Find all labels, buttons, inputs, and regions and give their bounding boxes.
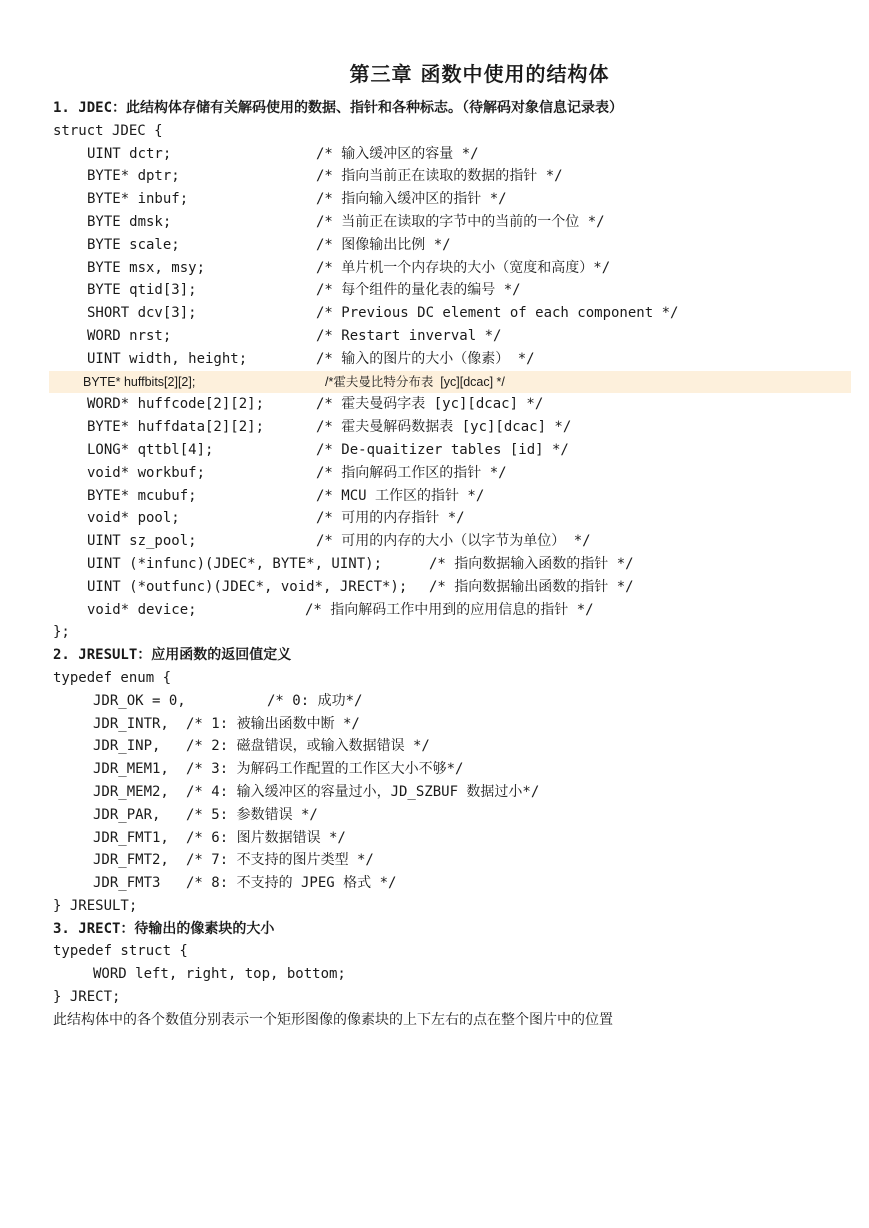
jdec-field-row <box>53 188 833 211</box>
field-declaration: void* pool; <box>87 510 180 527</box>
field-declaration: SHORT dcv[3]; <box>87 305 197 322</box>
enum-comment: /* 8: 不支持的 JPEG 格式 */ <box>186 875 397 892</box>
jdec-field-row <box>53 439 833 462</box>
jresult-item-row <box>53 735 833 758</box>
jdec-field-list <box>53 143 833 622</box>
jdec-field-row <box>53 393 833 416</box>
jdec-field-row <box>53 302 833 325</box>
field-comment: /*霍夫曼比特分布表 [yc][dcac] */ <box>325 374 505 389</box>
field-comment: /* 输入的图片的大小（像素） */ <box>316 350 535 367</box>
enum-constant: JDR_INTR, <box>93 715 169 732</box>
field-comment: /* 指向数据输入函数的指针 */ <box>429 555 634 572</box>
jdec-field-row <box>53 485 833 508</box>
enum-comment: /* 5: 参数错误 */ <box>186 806 318 823</box>
jresult-item-row <box>53 713 833 736</box>
field-comment: /* MCU 工作区的指针 */ <box>316 487 485 504</box>
field-declaration: BYTE* inbuf; <box>87 191 189 208</box>
jdec-field-row <box>53 530 833 553</box>
field-declaration: BYTE qtid[3]; <box>87 282 197 299</box>
jresult-item-row <box>53 758 833 781</box>
jresult-item-row <box>53 781 833 804</box>
struct-jdec-close: }; <box>53 624 70 641</box>
jdec-field-row <box>53 462 833 485</box>
enum-comment: /* 1: 被输出函数中断 */ <box>186 715 360 732</box>
enum-constant: JDR_MEM2, <box>93 783 169 800</box>
enum-comment: /* 6: 图片数据错误 */ <box>186 829 346 846</box>
field-comment: /* 可用的内存指针 */ <box>316 510 465 527</box>
field-comment: /* 图像输出比例 */ <box>316 236 451 253</box>
field-declaration: UINT (*infunc)(JDEC*, BYTE*, UINT); <box>87 555 383 572</box>
enum-constant: JDR_FMT2, <box>93 852 169 869</box>
field-declaration: BYTE scale; <box>87 236 180 253</box>
field-declaration: WORD nrst; <box>87 327 172 344</box>
field-declaration: BYTE msx, msy; <box>87 259 206 276</box>
field-declaration: LONG* qttbl[4]; <box>87 441 214 458</box>
field-declaration: void* workbuf; <box>87 464 206 481</box>
field-comment: /* 指向输入缓冲区的指针 */ <box>316 191 507 208</box>
field-declaration: UINT sz_pool; <box>87 533 197 550</box>
enum-comment: /* 2: 磁盘错误，或输入数据错误 */ <box>186 738 430 755</box>
enum-comment: /* 7: 不支持的图片类型 */ <box>186 852 374 869</box>
enum-comment: /* 4: 输入缓冲区的容量过小，JD_SZBUF 数据过小*/ <box>186 783 540 800</box>
field-declaration: BYTE* huffbits[2][2]; <box>83 374 196 389</box>
struct-jrect-close: } JRECT; <box>53 989 121 1006</box>
section-3-heading: 3. JRECT：待输出的像素块的大小 <box>53 920 275 937</box>
field-comment: /* 可用的内存的大小（以字节为单位） */ <box>316 533 591 550</box>
jresult-item-row <box>53 872 833 895</box>
enum-comment: /* 3: 为解码工作配置的工作区大小不够*/ <box>186 761 464 778</box>
jresult-item-list <box>53 690 833 895</box>
field-comment: /* 指向解码工作区的指针 */ <box>316 464 507 481</box>
chapter-title: 第三章 函数中使用的结构体 <box>349 62 610 86</box>
jdec-field-row <box>53 234 833 257</box>
field-comment: /* 当前正在读取的字节中的当前的一个位 */ <box>316 213 605 230</box>
jresult-item-row <box>53 690 833 713</box>
field-comment: /* 霍夫曼解码数据表 [yc][dcac] */ <box>316 419 572 436</box>
jdec-field-row <box>53 599 833 622</box>
enum-constant: JDR_INP, <box>93 738 161 755</box>
field-comment: /* Restart inverval */ <box>316 327 502 344</box>
enum-constant: JDR_FMT3 <box>93 875 161 892</box>
jdec-field-row <box>53 576 833 599</box>
section-1-heading: 1. JDEC：此结构体存储有关解码使用的数据、指针和各种标志。（待解码对象信息记录表） <box>53 100 623 116</box>
document-body <box>53 97 833 1032</box>
enum-jresult-close: } JRESULT; <box>53 897 138 914</box>
enum-constant: JDR_PAR, <box>93 806 161 823</box>
field-declaration: WORD* huffcode[2][2]; <box>87 396 265 413</box>
enum-constant: JDR_MEM1, <box>93 761 169 778</box>
jrect-description: 此结构体中的各个数值分别表示一个矩形图像的像素块的上下左右的点在整个图片中的位置 <box>53 1011 613 1028</box>
field-declaration: UINT (*outfunc)(JDEC*, void*, JRECT*); <box>87 578 408 595</box>
struct-jrect-open: typedef struct { <box>53 943 188 960</box>
field-comment: /* De-quaitizer tables [id] */ <box>316 441 569 458</box>
field-comment: /* 单片机一个内存块的大小（宽度和高度）*/ <box>316 259 611 276</box>
enum-constant: JDR_OK = 0, <box>93 692 186 709</box>
field-comment: /* 霍夫曼码字表 [yc][dcac] */ <box>316 396 544 413</box>
field-declaration: UINT dctr; <box>87 145 172 162</box>
field-declaration: UINT width, height; <box>87 350 248 367</box>
struct-jdec-open: struct JDEC { <box>53 122 163 139</box>
jdec-field-row <box>53 507 833 530</box>
enum-comment: /* 0: 成功*/ <box>267 692 363 709</box>
jrect-field: WORD left, right, top, bottom; <box>93 966 346 983</box>
jdec-field-row <box>53 553 833 576</box>
jdec-field-row <box>53 257 833 280</box>
jdec-field-row <box>53 348 833 371</box>
field-comment: /* 指向解码工作中用到的应用信息的指针 */ <box>305 601 594 618</box>
jdec-field-row <box>53 325 833 348</box>
jdec-field-row <box>53 143 833 166</box>
jdec-field-row <box>53 279 833 302</box>
field-comment: /* 指向数据输出函数的指针 */ <box>429 578 634 595</box>
field-declaration: BYTE dmsk; <box>87 213 172 230</box>
field-comment: /* 指向当前正在读取的数据的指针 */ <box>316 168 563 185</box>
jresult-item-row <box>53 849 833 872</box>
field-comment: /* 每个组件的量化表的编号 */ <box>316 282 521 299</box>
field-declaration: BYTE* mcubuf; <box>87 487 197 504</box>
jdec-field-row-highlighted <box>49 371 851 394</box>
field-declaration: BYTE* huffdata[2][2]; <box>87 419 265 436</box>
enum-constant: JDR_FMT1, <box>93 829 169 846</box>
section-2-heading: 2. JRESULT：应用函数的返回值定义 <box>53 647 292 664</box>
field-declaration: void* device; <box>87 601 197 618</box>
jdec-field-row <box>53 211 833 234</box>
field-declaration: BYTE* dptr; <box>87 168 180 185</box>
field-comment: /* 输入缓冲区的容量 */ <box>316 145 479 162</box>
enum-jresult-open: typedef enum { <box>53 669 172 686</box>
jdec-field-row <box>53 416 833 439</box>
jresult-item-row <box>53 804 833 827</box>
jdec-field-row <box>53 165 833 188</box>
field-comment: /* Previous DC element of each component */ <box>316 305 679 322</box>
jresult-item-row <box>53 827 833 850</box>
